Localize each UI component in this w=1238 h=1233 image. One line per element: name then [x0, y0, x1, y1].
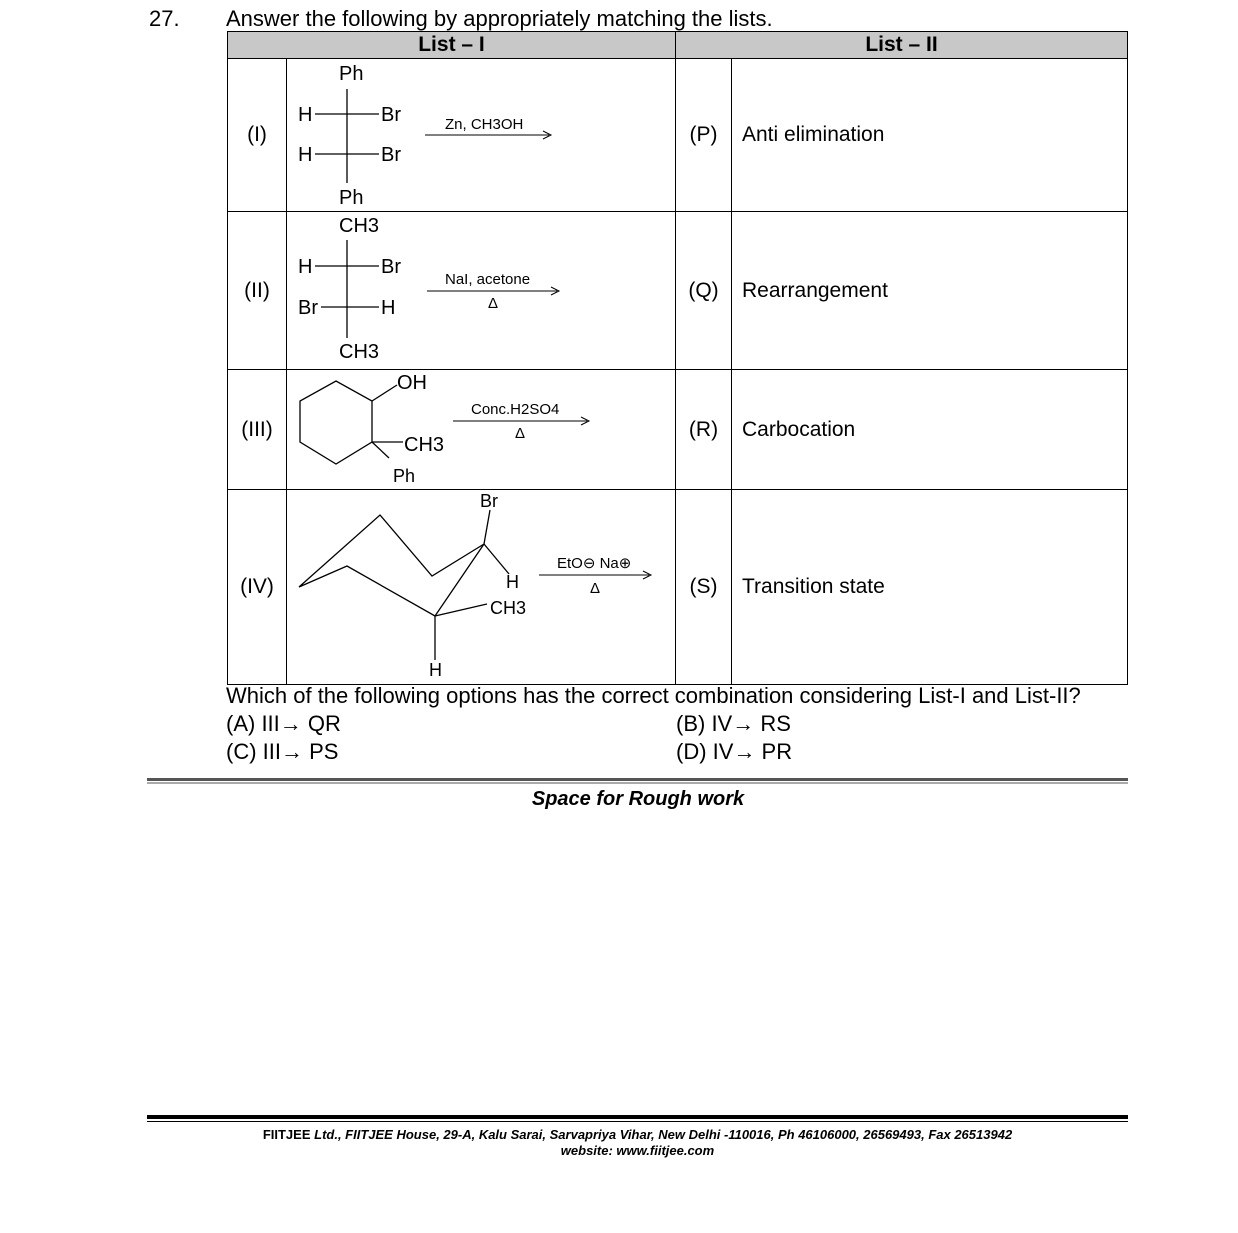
substituent: Br: [381, 144, 401, 166]
substituent: Br: [480, 491, 498, 511]
option-b[interactable]: (B) IV→ RS: [676, 711, 791, 736]
followup-question: Which of the following options has the correct combination considering List-I and List-II?: [226, 683, 1081, 708]
reagent-label: Conc.H2SO4: [471, 401, 560, 418]
substituent: H: [381, 297, 396, 319]
row-label: (II): [228, 212, 287, 370]
row-label: (III): [228, 370, 287, 490]
option-a[interactable]: (A) III→ QR: [226, 711, 341, 736]
footer: [147, 1127, 1128, 1159]
substituent: CH3: [339, 341, 380, 363]
footer-address: Ltd., FIITJEE House, 29-A, Kalu Sarai, Sarvapriya Vihar, New Delhi -110016, Ph 46106000, 26569493, Fax 26513942: [314, 1127, 1013, 1142]
substituent: Br: [298, 297, 318, 319]
match-text: Transition state: [732, 490, 1128, 685]
match-label: (R): [676, 370, 732, 490]
reagent-label: Zn, CH3OH: [445, 116, 524, 133]
structure-cell: [287, 212, 676, 370]
match-label: (S): [676, 490, 732, 685]
reagent-condition: Δ: [590, 580, 601, 597]
substituent: Ph: [339, 187, 364, 209]
row-label: (IV): [228, 490, 287, 685]
substituent: Ph: [393, 466, 416, 486]
row-label: (I): [228, 59, 287, 212]
match-text: Anti elimination: [732, 59, 1128, 212]
fischer-projection-2: [287, 212, 676, 369]
table-row: [228, 212, 1128, 370]
substituent: Ph: [339, 63, 364, 85]
reagent-label: NaI, acetone: [445, 271, 531, 288]
substituent: H: [298, 104, 313, 126]
substituent: H: [429, 660, 442, 680]
match-label: (Q): [676, 212, 732, 370]
substituent: CH3: [404, 434, 445, 456]
table-row: [228, 370, 1128, 490]
option-d[interactable]: (D) IV→ PR: [676, 739, 793, 764]
list-2-header: List – II: [676, 32, 1128, 59]
structure-cell: [287, 370, 676, 490]
question-number: 27.: [149, 6, 180, 31]
reagent-condition: Δ: [488, 295, 499, 312]
footer-brand: FIITJEE: [262, 1127, 311, 1142]
table-row: [228, 490, 1128, 685]
question-prompt: Answer the following by appropriately matching the lists.: [226, 6, 773, 31]
match-label: (P): [676, 59, 732, 212]
divider: [147, 782, 1128, 784]
substituent: H: [298, 144, 313, 166]
match-text: Carbocation: [732, 370, 1128, 490]
match-text: Rearrangement: [732, 212, 1128, 370]
reagent-label: EtO⊖ Na⊕: [557, 555, 632, 572]
divider: [147, 778, 1128, 781]
substituent: OH: [397, 372, 427, 394]
substituent: Br: [381, 256, 401, 278]
structure-cell: [287, 490, 676, 685]
table-row: [228, 59, 1128, 212]
reagent-condition: Δ: [515, 425, 526, 442]
substituent: Br: [381, 104, 401, 126]
chair-cyclohexane-structure: [287, 490, 676, 684]
footer-rule: [147, 1115, 1128, 1119]
rough-work-heading: Space for Rough work: [531, 788, 745, 810]
substituent: CH3: [339, 215, 380, 237]
structure-cell: [287, 59, 676, 212]
footer-rule: [147, 1121, 1128, 1122]
substituent: H: [298, 256, 313, 278]
footer-website: website: www.fiitjee.com: [560, 1143, 715, 1158]
substituent: CH3: [490, 598, 527, 618]
substituent: H: [506, 572, 519, 592]
cyclohexanol-structure: [287, 370, 676, 489]
option-c[interactable]: (C) III→ PS: [226, 739, 339, 764]
list-1-header: List – I: [228, 32, 676, 59]
fischer-projection-1: [287, 59, 676, 211]
matching-table: [227, 31, 1128, 685]
